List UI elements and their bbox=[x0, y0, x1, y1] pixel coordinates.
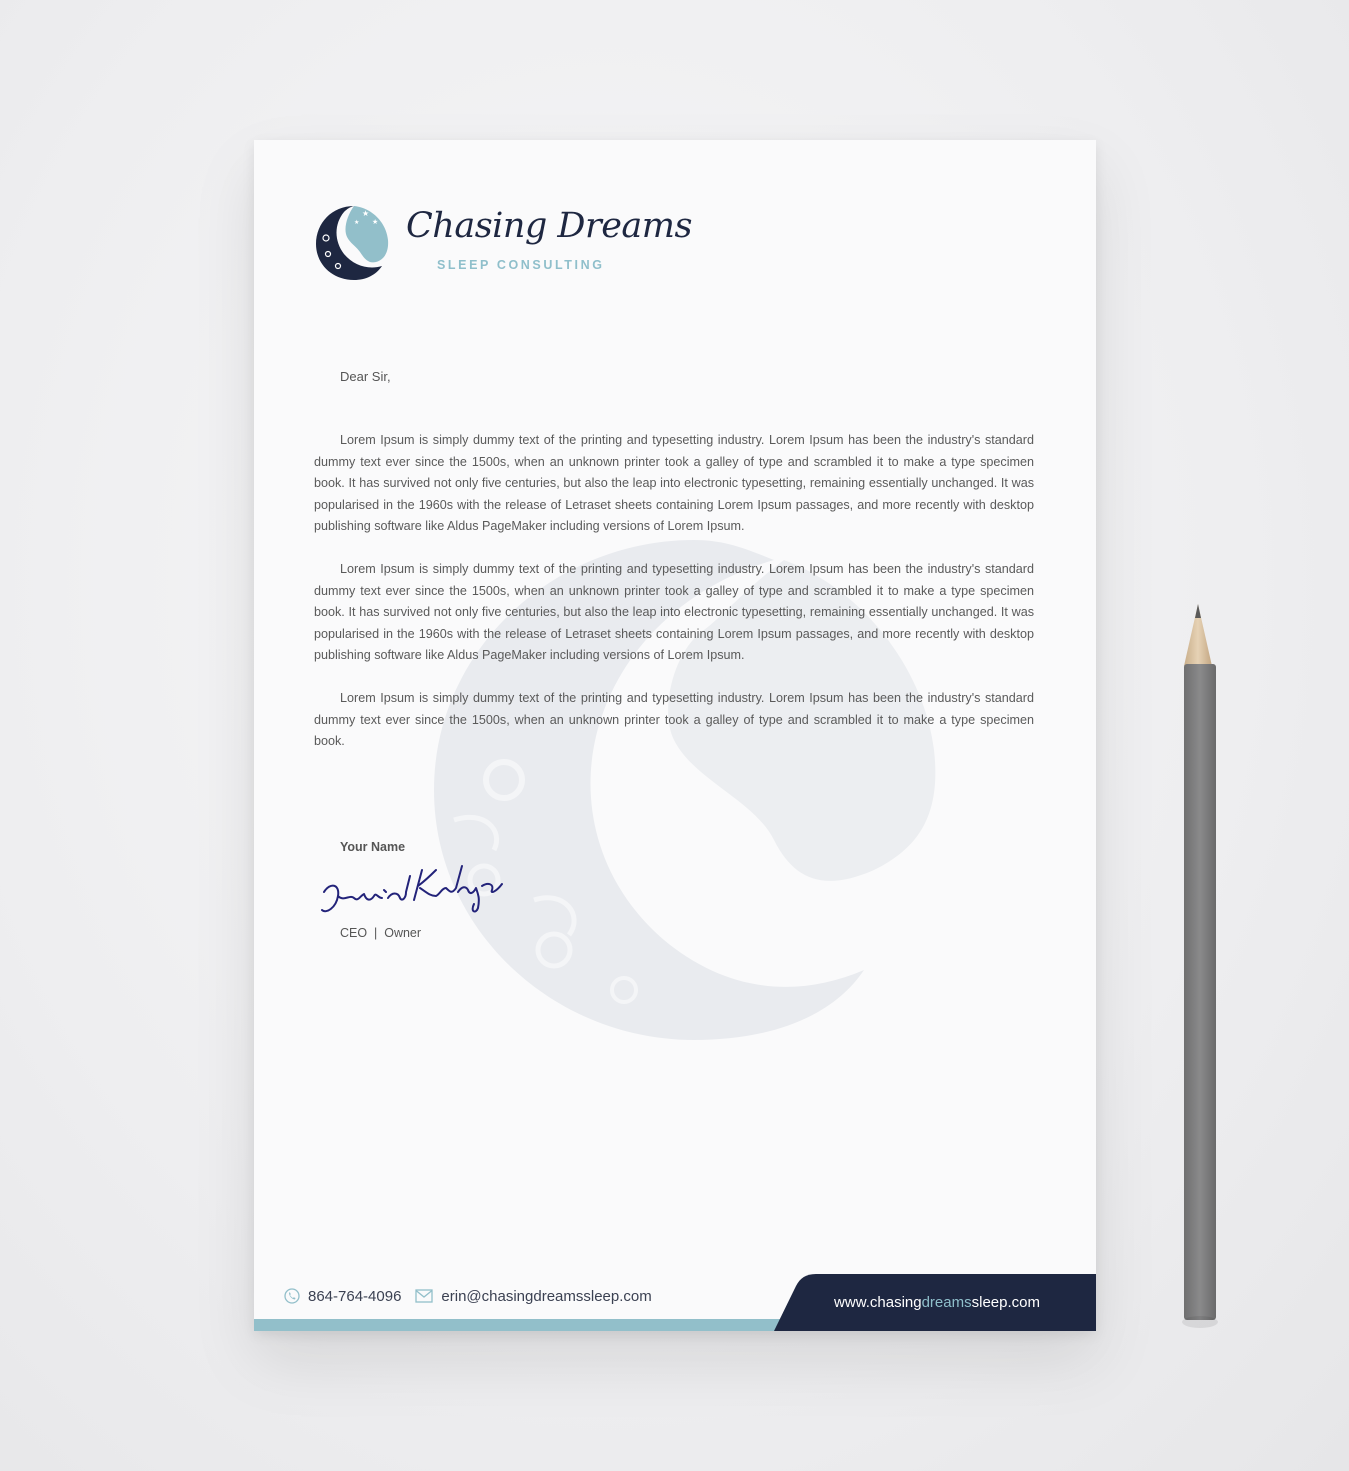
website-accent: dreams bbox=[921, 1294, 972, 1311]
footer-email: erin@chasingdreamssleep.com bbox=[441, 1287, 652, 1305]
svg-text:★: ★ bbox=[354, 219, 360, 226]
moon-child-icon bbox=[314, 202, 390, 282]
letter-paragraph: Lorem Ipsum is simply dummy text of the printing and typesetting industry. Lorem Ipsum has been the industry's standard dummy text ever since the 1500s, when an unknown printer took a galley of type and scrambled it to make a type specimen book. bbox=[314, 691, 1034, 748]
pencil-prop bbox=[1178, 600, 1222, 1330]
letterhead-sheet bbox=[254, 140, 1096, 1331]
signer-name-label: Your Name bbox=[340, 840, 406, 854]
company-logo bbox=[314, 200, 692, 290]
signer-role: CEO | Owner bbox=[340, 926, 422, 940]
logo-title: Chasing Dreams bbox=[406, 206, 692, 246]
footer-email-group bbox=[415, 1288, 651, 1305]
handwritten-signature bbox=[318, 852, 508, 918]
logo-subtitle: SLEEP CONSULTING bbox=[437, 258, 605, 272]
envelope-icon bbox=[415, 1289, 433, 1303]
svg-text:★: ★ bbox=[372, 218, 379, 226]
footer-website bbox=[834, 1294, 1040, 1311]
phone-icon bbox=[284, 1288, 300, 1304]
letter-greeting: Dear Sir, bbox=[340, 369, 391, 384]
footer-phone: 864-764-4096 bbox=[308, 1287, 402, 1305]
website-suffix: sleep.com bbox=[971, 1294, 1040, 1311]
footer-contact bbox=[284, 1285, 652, 1307]
website-prefix: www.chasing bbox=[834, 1294, 922, 1311]
letter-paragraph: Lorem Ipsum is simply dummy text of the printing and typesetting industry. Lorem Ipsum has been the industry's standard dummy text ever since the 1500s, when an unknown printer took a galley of type and scrambled it to make a type specimen book. It has survived not only five centuries, but also the leap into electronic typesetting, remaining essentially unchanged. It was popularised in the 1960s with the release of Letraset sheets containing Lorem Ipsum passages, and more recently with desktop publishing software like Aldus PageMaker including versions of Lorem Ipsum. bbox=[314, 433, 1034, 533]
svg-text:★: ★ bbox=[362, 209, 370, 218]
letter-paragraph: Lorem Ipsum is simply dummy text of the printing and typesetting industry. Lorem Ipsum has been the industry's standard dummy text ever since the 1500s, when an unknown printer took a galley of type and scrambled it to make a type specimen book. It has survived not only five centuries, but also the leap into electronic typesetting, remaining essentially unchanged. It was popularised in the 1960s with the release of Letraset sheets containing Lorem Ipsum passages, and more recently with desktop publishing software like Aldus PageMaker including versions of Lorem Ipsum. bbox=[314, 562, 1034, 662]
